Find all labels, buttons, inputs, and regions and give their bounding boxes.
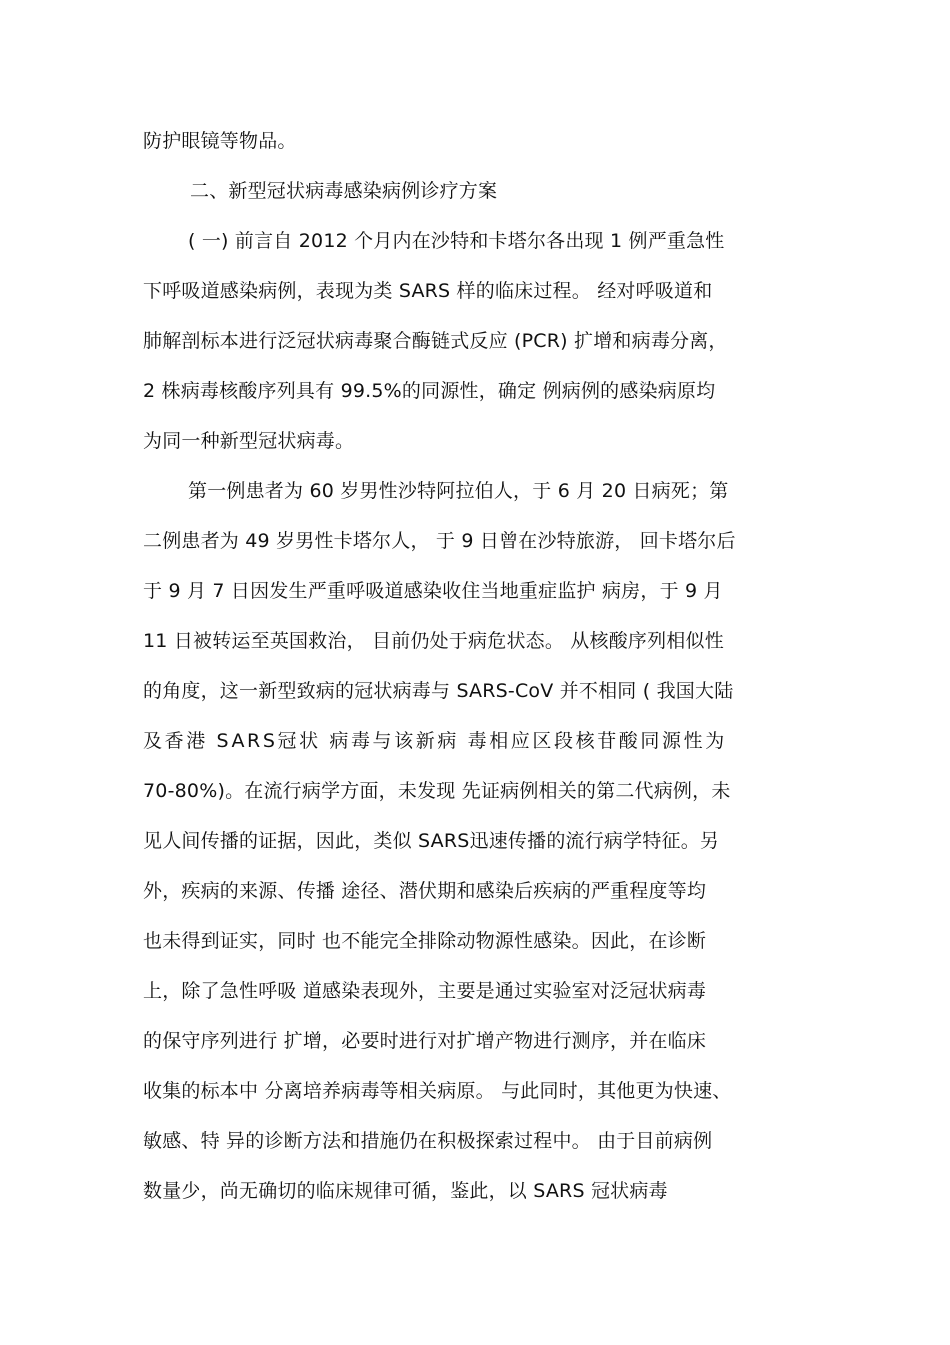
text-line-1: 防护眼镜等物品。 bbox=[143, 130, 297, 152]
text-line-21: 敏感、特 异的诊断方法和措施仍在积极探索过程中。 由于目前病例 bbox=[143, 1130, 713, 1152]
text-line-10: 于 9 月 7 日因发生严重呼吸道感染收住当地重症监护 病房，于 9 月 bbox=[143, 580, 723, 602]
text-line-20: 收集的标本中 分离培养病毒等相关病原。 与此同时，其他更为快速、 bbox=[143, 1080, 732, 1102]
text-line-13: 及香港 SARS冠状 病毒与该新病 毒相应区段核苷酸同源性为 bbox=[143, 730, 727, 752]
text-line-6: 2 株病毒核酸序列具有 99.5%的同源性，确定 例病例的感染病原均 bbox=[143, 380, 716, 402]
text-line-4: 下呼吸道感染病例，表现为类 SARS 样的临床过程。 经对呼吸道和 bbox=[143, 280, 713, 302]
text-line-7: 为同一种新型冠状病毒。 bbox=[143, 430, 355, 452]
text-line-15: 见人间传播的证据，因此，类似 SARS迅速传播的流行病学特征。另 bbox=[143, 830, 720, 852]
text-line-12: 的角度，这一新型致病的冠状病毒与 SARS-CoV 并不相同 ( 我国大陆 bbox=[143, 680, 734, 702]
text-line-11: 11 日被转运至英国救治， 目前仍处于病危状态。 从核酸序列相似性 bbox=[143, 630, 724, 652]
text-line-14: 70-80%)。在流行病学方面，未发现 先证病例相关的第二代病例，未 bbox=[143, 780, 731, 802]
text-line-8: 第一例患者为 60 岁男性沙特阿拉伯人，于 6 月 20 日病死；第 bbox=[188, 480, 729, 502]
text-line-9: 二例患者为 49 岁男性卡塔尔人， 于 9 日曾在沙特旅游， 回卡塔尔后 bbox=[143, 530, 736, 552]
text-line-17: 也未得到证实，同时 也不能完全排除动物源性感染。因此，在诊断 bbox=[143, 930, 707, 952]
text-line-19: 的保守序列进行 扩增，必要时进行对扩增产物进行测序，并在临床 bbox=[143, 1030, 707, 1052]
text-line-18: 上，除了急性呼吸 道感染表现外，主要是通过实验室对泛冠状病毒 bbox=[143, 980, 707, 1002]
text-line-16: 外，疾病的来源、传播 途径、潜伏期和感染后疾病的严重程度等均 bbox=[143, 880, 707, 902]
text-line-22: 数量少，尚无确切的临床规律可循，鉴此，以 SARS 冠状病毒 bbox=[143, 1180, 668, 1202]
text-line-5: 肺解剖标本进行泛冠状病毒聚合酶链式反应 (PCR) 扩增和病毒分离， bbox=[143, 330, 728, 352]
section-heading: 二、新型冠状病毒感染病例诊疗方案 bbox=[190, 180, 498, 202]
text-line-3: ( 一) 前言自 2012 个月内在沙特和卡塔尔各出现 1 例严重急性 bbox=[188, 230, 725, 252]
